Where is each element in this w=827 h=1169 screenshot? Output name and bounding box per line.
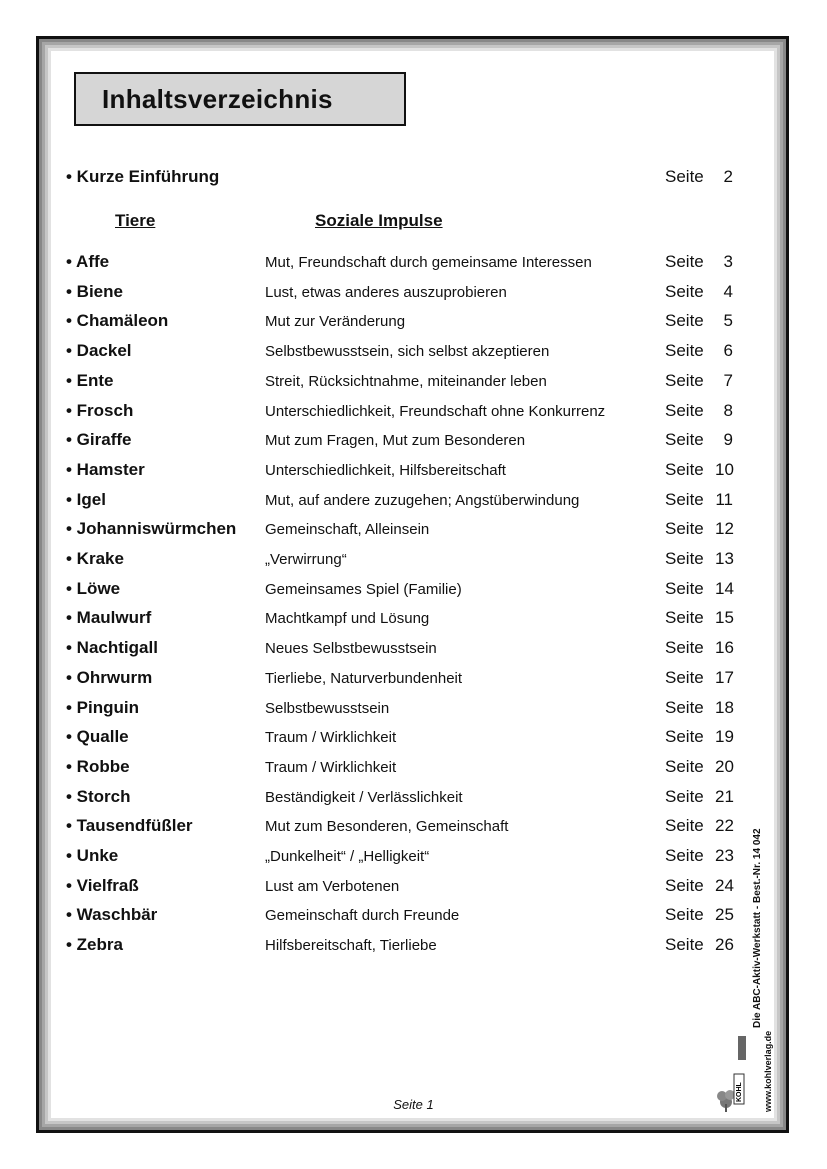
page-ref xyxy=(665,280,733,304)
social-impulse: Neues Selbstbewusstsein xyxy=(265,640,437,658)
page-label: Seite xyxy=(665,252,704,271)
page-label: Seite xyxy=(665,400,704,420)
page-number: 19 xyxy=(715,727,734,747)
page-label: Seite xyxy=(665,549,704,568)
page-ref xyxy=(665,666,733,690)
page-label: Seite xyxy=(665,846,704,865)
page-label: Seite xyxy=(665,905,704,925)
animal-name: • Igel xyxy=(66,489,106,509)
toc-row xyxy=(0,725,827,749)
social-impulse: Selbstbewusstsein xyxy=(265,699,390,717)
page-ref xyxy=(665,725,733,749)
animal-name: • Biene xyxy=(66,281,123,301)
toc-row xyxy=(0,844,827,868)
page-ref xyxy=(665,636,733,660)
page-label: Seite xyxy=(665,786,704,806)
animal-name: • Krake xyxy=(66,549,124,568)
page-label: Seite xyxy=(665,311,704,331)
toc-row xyxy=(0,399,827,423)
toc-row xyxy=(0,606,827,630)
page-number: 6 xyxy=(723,341,733,361)
toc-row xyxy=(0,280,827,304)
page-number: 12 xyxy=(715,519,734,539)
animal-name: • Löwe xyxy=(66,578,121,598)
page-label: Seite xyxy=(665,935,704,955)
page-ref xyxy=(665,933,733,957)
page-label: Seite xyxy=(665,578,704,598)
animal-name: • Vielfraß xyxy=(66,875,139,895)
animal-name: • Chamäleon xyxy=(66,311,169,331)
toc-row xyxy=(0,933,827,957)
page-ref xyxy=(665,517,733,541)
page-number: 8 xyxy=(723,400,733,420)
page-label: Seite xyxy=(665,816,704,836)
page-ref xyxy=(665,696,733,720)
intro-row xyxy=(0,165,827,189)
toc-row xyxy=(0,458,827,482)
animal-name: • Frosch xyxy=(66,400,134,420)
svg-text:KOHL: KOHL xyxy=(736,1082,743,1102)
page-number: 3 xyxy=(723,252,733,271)
toc-row xyxy=(0,755,827,779)
page-label: Seite xyxy=(665,167,704,186)
page-label: Seite xyxy=(665,430,704,450)
social-impulse: Hilfsbereitschaft, Tierliebe xyxy=(265,937,437,955)
page-number: 16 xyxy=(715,638,734,658)
page-number: 21 xyxy=(715,786,734,806)
page-number: 11 xyxy=(715,489,733,509)
toc-row xyxy=(0,369,827,393)
page-ref xyxy=(665,814,733,838)
toc-row xyxy=(0,696,827,720)
page-label: Seite xyxy=(665,697,704,717)
toc-row xyxy=(0,903,827,927)
page-ref xyxy=(665,369,733,393)
social-impulse: Streit, Rücksichtnahme, miteinander leben xyxy=(265,372,547,390)
toc-row xyxy=(0,874,827,898)
page-number: 17 xyxy=(715,667,734,687)
page-label: Seite xyxy=(665,281,704,301)
social-impulse: Traum / Wirklichkeit xyxy=(265,758,397,776)
side-order-text: Die ABC-Aktiv-Werkstatt - Best.-Nr. 14 042 xyxy=(752,828,763,1028)
page-number: 9 xyxy=(723,430,733,450)
page-number: 22 xyxy=(715,816,734,836)
page-label: Seite xyxy=(665,667,704,687)
page-number: 25 xyxy=(715,905,734,925)
animal-name: • Hamster xyxy=(66,459,145,479)
page-label: Seite xyxy=(665,756,704,776)
animal-name: • Dackel xyxy=(66,341,132,361)
animal-name: • Ente xyxy=(66,370,114,390)
animal-name: • Giraffe xyxy=(66,430,132,450)
side-url-text: www.kohlverlag.de xyxy=(763,1030,773,1112)
social-impulse: Mut, Freundschaft durch gemeinsame Interessen xyxy=(265,254,592,271)
toc-row xyxy=(0,636,827,660)
animal-name: • Affe xyxy=(66,252,110,271)
page-number: 4 xyxy=(723,281,733,301)
intro-page-ref xyxy=(665,165,733,189)
animal-name: • Nachtigall xyxy=(66,638,158,658)
animal-name: • Waschbär xyxy=(66,905,158,925)
page-ref xyxy=(665,755,733,779)
toc-row xyxy=(0,577,827,601)
page-ref xyxy=(665,547,733,571)
page-number: 20 xyxy=(715,756,734,776)
page-number: 15 xyxy=(715,608,734,628)
page-ref xyxy=(665,399,733,423)
social-impulse: Mut zum Fragen, Mut zum Besonderen xyxy=(265,432,526,450)
social-impulse: „Dunkelheit“ / „Helligkeit“ xyxy=(265,848,430,865)
page-number: 7 xyxy=(723,370,733,390)
social-impulse: Tierliebe, Naturverbundenheit xyxy=(265,669,463,687)
social-impulse: Unterschiedlichkeit, Hilfsbereitschaft xyxy=(265,461,506,479)
animal-name: • Tausendfüßler xyxy=(66,816,193,836)
page-label: Seite xyxy=(665,608,704,628)
page-label: Seite xyxy=(665,727,704,747)
animal-name: • Robbe xyxy=(66,756,130,776)
page-title xyxy=(74,72,406,126)
page-title-text: Inhaltsverzeichnis xyxy=(102,83,333,114)
publisher-logo xyxy=(714,1034,758,1114)
column-header-animals: Tiere xyxy=(115,211,156,230)
toc-row xyxy=(0,339,827,363)
social-impulse: Machtkampf und Lösung xyxy=(265,610,430,628)
social-impulse: Gemeinschaft, Alleinsein xyxy=(265,521,430,539)
page-ref xyxy=(665,250,733,274)
animal-name: • Unke xyxy=(66,846,119,865)
social-impulse: Mut zum Besonderen, Gemeinschaft xyxy=(265,818,509,836)
toc-row xyxy=(0,666,827,690)
page-label: Seite xyxy=(665,459,704,479)
social-impulse: Gemeinschaft durch Freunde xyxy=(265,907,460,925)
page-ref xyxy=(665,488,733,512)
toc-row xyxy=(0,785,827,809)
page-ref xyxy=(665,785,733,809)
social-impulse: Traum / Wirklichkeit xyxy=(265,729,397,747)
page-label: Seite xyxy=(665,341,704,361)
page-ref xyxy=(665,577,733,601)
intro-label: • Kurze Einführung xyxy=(66,167,220,186)
page-label: Seite xyxy=(665,519,704,539)
page-number: 24 xyxy=(715,875,734,895)
animal-name: • Zebra xyxy=(66,935,123,955)
social-impulse: Selbstbewusstsein, sich selbst akzeptieren xyxy=(265,343,550,361)
page-label: Seite xyxy=(665,875,704,895)
page-number: 18 xyxy=(715,697,734,717)
page-ref xyxy=(665,339,733,363)
animal-name: • Johanniswürmchen xyxy=(66,519,237,539)
page-number: 23 xyxy=(715,846,734,865)
social-impulse: Gemeinsames Spiel (Familie) xyxy=(265,580,462,598)
page-number: 14 xyxy=(715,578,734,598)
animal-name: • Ohrwurm xyxy=(66,667,153,687)
toc-row xyxy=(0,488,827,512)
toc-row xyxy=(0,547,827,571)
page-number: 26 xyxy=(715,935,734,955)
social-impulse: Mut zur Veränderung xyxy=(265,313,406,331)
animal-name: • Qualle xyxy=(66,727,129,747)
page-ref xyxy=(665,844,733,868)
social-impulse: Mut, auf andere zuzugehen; Angstüberwindung xyxy=(265,491,580,509)
column-header-impulses: Soziale Impulse xyxy=(315,211,443,230)
toc-row xyxy=(0,517,827,541)
page-number: 13 xyxy=(715,549,734,568)
page-ref xyxy=(665,309,733,333)
page-ref xyxy=(665,903,733,927)
social-impulse: Unterschiedlichkeit, Freundschaft ohne Konkurrenz xyxy=(265,402,606,420)
social-impulse: „Verwirrung“ xyxy=(265,551,347,568)
page-ref xyxy=(665,428,733,452)
page-number: 10 xyxy=(715,459,734,479)
animal-name: • Pinguin xyxy=(66,697,139,717)
page-ref xyxy=(665,606,733,630)
social-impulse: Beständigkeit / Verlässlichkeit xyxy=(265,788,463,806)
page-label: Seite xyxy=(665,370,704,390)
toc-row xyxy=(0,814,827,838)
toc-row xyxy=(0,309,827,333)
page-number: 2 xyxy=(723,167,733,186)
animal-name: • Storch xyxy=(66,786,131,806)
animal-name: • Maulwurf xyxy=(66,608,152,628)
social-impulse: Lust am Verbotenen xyxy=(265,877,400,895)
social-impulse: Lust, etwas anderes auszuprobieren xyxy=(265,283,507,301)
page-label: Seite xyxy=(665,489,704,509)
footer-page-number: Seite 1 xyxy=(393,1097,434,1112)
page-label: Seite xyxy=(665,638,704,658)
page-number: 5 xyxy=(723,311,733,331)
toc-row xyxy=(0,428,827,452)
page-ref xyxy=(665,458,733,482)
toc-row xyxy=(0,250,827,274)
page-ref xyxy=(665,874,733,898)
